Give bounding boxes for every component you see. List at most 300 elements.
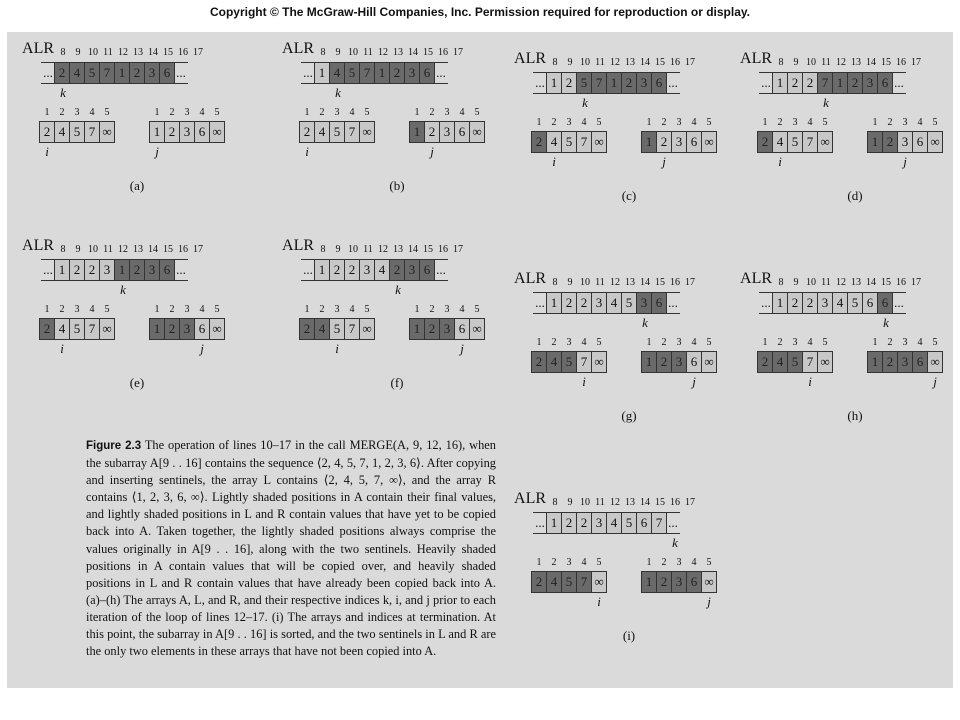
array-r-cell: 2	[424, 121, 440, 143]
array-a-ellipsis-left: ...	[533, 292, 547, 314]
index-label: 3	[74, 107, 80, 118]
array-l-cell: 4	[546, 351, 562, 373]
array-l-cell: 5	[561, 571, 577, 593]
index-label: 8	[60, 47, 66, 58]
index-label: 11	[595, 57, 605, 68]
array-r-label: R	[535, 50, 547, 67]
array-a-cell: 7	[99, 62, 115, 84]
array-l-indices	[40, 107, 115, 118]
array-r-indices	[150, 304, 225, 315]
array-a-cell: 2	[787, 72, 803, 94]
array-a-ellipsis-left: ...	[533, 512, 547, 534]
index-label: 4	[199, 107, 205, 118]
index-label: 17	[911, 57, 921, 68]
pointer-i: i	[582, 374, 586, 389]
array-a-cell: 1	[546, 512, 562, 534]
array-r-cell: 2	[164, 121, 180, 143]
array-a-cell: 6	[419, 259, 435, 281]
array-a-cell: 4	[832, 292, 848, 314]
array-a-cell: 5	[621, 512, 637, 534]
array-l-label: L	[33, 237, 44, 254]
array-l-label: L	[751, 50, 762, 67]
array-l-indices	[40, 304, 115, 315]
array-a-cell: 1	[314, 62, 330, 84]
index-label: 15	[163, 47, 173, 58]
array-a-cell: 2	[847, 72, 863, 94]
index-label: 10	[580, 497, 590, 508]
index-label: 9	[567, 277, 573, 288]
array-r-label: R	[43, 237, 55, 254]
array-a-cell: 3	[636, 292, 652, 314]
index-label: 5	[706, 117, 712, 128]
index-label: 16	[438, 244, 448, 255]
panel-f	[282, 237, 512, 437]
array-a-cell: 3	[636, 72, 652, 94]
array-r-label: R	[761, 270, 773, 287]
index-label: 8	[552, 57, 558, 68]
index-label: 10	[580, 57, 590, 68]
panel-label: (i)	[622, 628, 636, 643]
index-label: 16	[178, 244, 188, 255]
array-a	[760, 292, 906, 314]
array-r-label: R	[43, 40, 55, 57]
index-label: 2	[661, 117, 667, 128]
array-a-ellipsis-right: ...	[892, 72, 906, 94]
array-a	[534, 292, 680, 314]
index-label: 4	[807, 337, 813, 348]
array-l-cell: ∞	[817, 351, 833, 373]
array-r-cell: 1	[641, 131, 657, 153]
array-r-cell: ∞	[701, 571, 717, 593]
pointer-k: k	[60, 85, 66, 100]
array-r-cell: 2	[882, 351, 898, 373]
index-label: 10	[806, 277, 816, 288]
index-label: 17	[453, 47, 463, 58]
array-r	[410, 318, 485, 340]
index-label: 13	[133, 47, 143, 58]
array-a	[534, 72, 680, 94]
array-l-cell: 2	[299, 318, 315, 340]
panel-label: (d)	[847, 188, 863, 203]
array-a-cell: 1	[114, 259, 130, 281]
index-label: 13	[625, 277, 635, 288]
array-a-cell: 6	[651, 292, 667, 314]
index-label: 9	[75, 244, 81, 255]
array-l-cell: 7	[576, 571, 592, 593]
index-label: 10	[580, 277, 590, 288]
index-label: 3	[74, 304, 80, 315]
array-a-cell: 3	[817, 292, 833, 314]
index-label: 5	[104, 304, 110, 315]
index-label: 12	[118, 244, 128, 255]
index-label: 9	[335, 244, 341, 255]
array-l-cell: 4	[314, 318, 330, 340]
index-label: 15	[423, 244, 433, 255]
index-label: 3	[676, 557, 682, 568]
array-l-cell: 5	[329, 318, 345, 340]
array-a-ellipsis-left: ...	[301, 259, 315, 281]
array-a-cell: 4	[329, 62, 345, 84]
array-l	[532, 351, 607, 373]
array-a-cell: 2	[561, 72, 577, 94]
index-label: 9	[793, 57, 799, 68]
array-l-cell: ∞	[359, 318, 375, 340]
index-label: 3	[566, 337, 572, 348]
array-a	[302, 62, 448, 84]
panel-d	[740, 50, 960, 250]
array-r-cell: 3	[439, 121, 455, 143]
array-a-ellipsis-left: ...	[41, 259, 55, 281]
array-l-cell: ∞	[591, 351, 607, 373]
index-label: 1	[762, 117, 768, 128]
array-a-indices	[316, 244, 466, 255]
array-a-cell: 1	[54, 259, 70, 281]
index-label: 3	[792, 117, 798, 128]
array-a-cell: 2	[621, 72, 637, 94]
index-label: 2	[777, 337, 783, 348]
index-label: 5	[596, 337, 602, 348]
array-a-label: A	[22, 237, 34, 254]
array-a-cell: 2	[802, 72, 818, 94]
array-a-indices	[316, 47, 466, 58]
index-label: 16	[670, 57, 680, 68]
array-a-cell: 1	[772, 72, 788, 94]
array-l-cell: ∞	[591, 571, 607, 593]
index-label: 1	[154, 107, 160, 118]
array-l	[40, 318, 115, 340]
array-a-label: A	[22, 40, 34, 57]
index-label: 2	[551, 117, 557, 128]
index-label: 4	[807, 117, 813, 128]
index-label: 11	[103, 47, 113, 58]
array-a-cell: 6	[862, 292, 878, 314]
panel-label: (c)	[621, 188, 637, 203]
index-label: 15	[881, 277, 891, 288]
array-a-ellipsis-right: ...	[666, 72, 680, 94]
index-label: 4	[581, 117, 587, 128]
index-label: 12	[610, 497, 620, 508]
array-a-cell: 2	[69, 259, 85, 281]
array-r-cell: 2	[164, 318, 180, 340]
array-a-cell: 4	[606, 512, 622, 534]
index-label: 10	[348, 47, 358, 58]
index-label: 4	[349, 107, 355, 118]
array-r-label: R	[761, 50, 773, 67]
index-label: 2	[169, 304, 175, 315]
array-r-cell: 6	[686, 131, 702, 153]
panel-e	[22, 237, 252, 437]
index-label: 2	[887, 337, 893, 348]
array-a-cell: 5	[847, 292, 863, 314]
index-label: 3	[566, 557, 572, 568]
array-a-cell: 2	[329, 259, 345, 281]
array-r-cell: ∞	[927, 131, 943, 153]
array-r-cell: ∞	[209, 318, 225, 340]
index-label: 8	[552, 497, 558, 508]
index-label: 2	[551, 557, 557, 568]
index-label: 5	[474, 304, 480, 315]
index-label: 15	[655, 277, 665, 288]
panel-i	[514, 490, 744, 690]
index-label: 5	[104, 107, 110, 118]
array-r-indices	[868, 117, 943, 128]
index-label: 4	[691, 557, 697, 568]
pointer-j: j	[707, 594, 711, 609]
pointer-i: i	[335, 341, 339, 356]
array-l-cell: 5	[329, 121, 345, 143]
index-label: 2	[59, 107, 65, 118]
array-a-cell: 5	[84, 62, 100, 84]
array-l-cell: 5	[69, 318, 85, 340]
array-l-cell: 7	[576, 351, 592, 373]
pointer-k: k	[672, 535, 678, 550]
array-a-cell: 1	[314, 259, 330, 281]
panel-label: (f)	[390, 375, 404, 390]
index-label: 9	[567, 57, 573, 68]
array-a-cell: 2	[576, 292, 592, 314]
array-a-cell: 3	[404, 259, 420, 281]
index-label: 2	[429, 304, 435, 315]
array-r-cell: 1	[149, 318, 165, 340]
index-label: 5	[596, 557, 602, 568]
array-a-cell: 6	[877, 292, 893, 314]
array-a-label: A	[514, 270, 526, 287]
index-label: 1	[414, 107, 420, 118]
array-l	[758, 351, 833, 373]
array-a-indices	[774, 57, 924, 68]
array-l-cell: 4	[54, 318, 70, 340]
array-a-cell: 2	[787, 292, 803, 314]
index-label: 8	[552, 277, 558, 288]
index-label: 3	[676, 117, 682, 128]
index-label: 1	[872, 117, 878, 128]
array-a-cell: 4	[374, 259, 390, 281]
index-label: 12	[836, 57, 846, 68]
array-a-cell: 4	[606, 292, 622, 314]
array-a-label: A	[740, 50, 752, 67]
index-label: 4	[89, 304, 95, 315]
array-a	[42, 62, 188, 84]
pointer-i: i	[552, 154, 556, 169]
array-a-cell: 3	[144, 259, 160, 281]
array-r-cell: 1	[641, 351, 657, 373]
pointer-j: j	[662, 154, 666, 169]
array-l-cell: 4	[314, 121, 330, 143]
array-a-cell: 1	[772, 292, 788, 314]
index-label: 11	[363, 244, 373, 255]
array-r-cell: 6	[194, 318, 210, 340]
pointer-i: i	[808, 374, 812, 389]
index-label: 9	[567, 497, 573, 508]
index-label: 11	[595, 497, 605, 508]
pointer-j: j	[692, 374, 696, 389]
array-l-cell: 4	[546, 131, 562, 153]
array-r-cell: ∞	[469, 318, 485, 340]
index-label: 2	[777, 117, 783, 128]
panel-label: (h)	[847, 408, 863, 423]
array-l	[40, 121, 115, 143]
pointer-k: k	[582, 95, 588, 110]
index-label: 14	[640, 497, 650, 508]
index-label: 5	[364, 107, 370, 118]
index-label: 2	[169, 107, 175, 118]
index-label: 9	[793, 277, 799, 288]
array-a-cell: 5	[576, 72, 592, 94]
array-l	[532, 131, 607, 153]
array-r-cell: 3	[439, 318, 455, 340]
array-a-cell: 6	[636, 512, 652, 534]
array-r-cell: ∞	[469, 121, 485, 143]
array-r-indices	[410, 304, 485, 315]
array-a-indices	[548, 57, 698, 68]
index-label: 12	[118, 47, 128, 58]
array-r-cell: 2	[656, 351, 672, 373]
index-label: 16	[670, 497, 680, 508]
array-l-cell: ∞	[591, 131, 607, 153]
array-l	[758, 131, 833, 153]
panel-label: (b)	[389, 178, 405, 193]
array-l-label: L	[293, 40, 304, 57]
index-label: 1	[44, 304, 50, 315]
index-label: 5	[214, 304, 220, 315]
pointer-k: k	[823, 95, 829, 110]
pointer-j: j	[460, 341, 464, 356]
index-label: 13	[851, 57, 861, 68]
index-label: 13	[625, 497, 635, 508]
pointer-i: i	[778, 154, 782, 169]
index-label: 10	[806, 57, 816, 68]
index-label: 11	[595, 277, 605, 288]
pointer-k: k	[335, 85, 341, 100]
index-label: 1	[646, 337, 652, 348]
array-a-label: A	[282, 237, 294, 254]
array-l-cell: 7	[344, 121, 360, 143]
pointer-i: i	[60, 341, 64, 356]
array-a-cell: 2	[84, 259, 100, 281]
array-l-indices	[532, 337, 607, 348]
array-a-ellipsis-left: ...	[759, 292, 773, 314]
index-label: 12	[378, 47, 388, 58]
array-a	[42, 259, 188, 281]
index-label: 15	[655, 497, 665, 508]
index-label: 3	[334, 304, 340, 315]
index-label: 5	[364, 304, 370, 315]
array-a	[302, 259, 448, 281]
index-label: 2	[661, 337, 667, 348]
array-r-indices	[642, 117, 717, 128]
index-label: 5	[706, 337, 712, 348]
index-label: 2	[661, 557, 667, 568]
index-label: 5	[214, 107, 220, 118]
array-a-cell: 7	[817, 72, 833, 94]
array-a-cell: 2	[561, 512, 577, 534]
array-l-cell: 2	[531, 571, 547, 593]
array-a-cell: 3	[99, 259, 115, 281]
caption-label: Figure 2.3	[86, 440, 142, 452]
array-r-indices	[868, 337, 943, 348]
array-l-label: L	[33, 40, 44, 57]
array-a-cell: 2	[129, 259, 145, 281]
array-a-cell: 2	[344, 259, 360, 281]
array-r-label: R	[303, 237, 315, 254]
index-label: 4	[349, 304, 355, 315]
array-l-label: L	[525, 50, 536, 67]
index-label: 2	[551, 337, 557, 348]
array-l-indices	[532, 557, 607, 568]
array-r-cell: 3	[897, 351, 913, 373]
array-r-cell: 1	[867, 131, 883, 153]
pointer-j: j	[200, 341, 204, 356]
array-a-indices	[56, 244, 206, 255]
index-label: 14	[866, 57, 876, 68]
array-a-cell: 5	[344, 62, 360, 84]
array-l-indices	[532, 117, 607, 128]
array-a-ellipsis-right: ...	[174, 259, 188, 281]
copyright-notice: Copyright © The McGraw-Hill Companies, Inc. Permission required for reproduction or display.	[209, 5, 751, 19]
index-label: 8	[778, 277, 784, 288]
array-a-cell: 3	[359, 259, 375, 281]
array-r-cell: 2	[882, 131, 898, 153]
index-label: 17	[685, 277, 695, 288]
index-label: 14	[640, 57, 650, 68]
array-a-cell: 2	[389, 259, 405, 281]
array-a-cell: 2	[54, 62, 70, 84]
pointer-j: j	[933, 374, 937, 389]
index-label: 17	[685, 497, 695, 508]
array-a-label: A	[514, 50, 526, 67]
pointer-k: k	[395, 282, 401, 297]
index-label: 14	[408, 244, 418, 255]
index-label: 10	[348, 244, 358, 255]
index-label: 14	[148, 244, 158, 255]
array-a-cell: 3	[144, 62, 160, 84]
array-l-label: L	[293, 237, 304, 254]
array-a-cell: 6	[159, 62, 175, 84]
index-label: 4	[581, 337, 587, 348]
index-label: 14	[640, 277, 650, 288]
array-l-cell: 2	[39, 318, 55, 340]
array-a-cell: 1	[546, 292, 562, 314]
array-a-cell: 3	[591, 292, 607, 314]
index-label: 1	[872, 337, 878, 348]
array-l-indices	[300, 304, 375, 315]
array-a-cell: 7	[591, 72, 607, 94]
array-l-cell: ∞	[99, 318, 115, 340]
panel-label: (a)	[129, 178, 145, 193]
array-a-cell: 6	[159, 259, 175, 281]
index-label: 16	[178, 47, 188, 58]
index-label: 3	[676, 337, 682, 348]
index-label: 14	[866, 277, 876, 288]
index-label: 3	[566, 117, 572, 128]
array-r	[150, 121, 225, 143]
index-label: 4	[691, 117, 697, 128]
index-label: 1	[154, 304, 160, 315]
array-a-cell: 2	[802, 292, 818, 314]
array-l-cell: 7	[84, 318, 100, 340]
array-a-ellipsis-left: ...	[759, 72, 773, 94]
index-label: 16	[896, 57, 906, 68]
array-a-cell: 2	[561, 292, 577, 314]
array-a-indices	[774, 277, 924, 288]
index-label: 1	[646, 117, 652, 128]
array-r	[642, 131, 717, 153]
array-a-ellipsis-left: ...	[533, 72, 547, 94]
index-label: 3	[444, 107, 450, 118]
array-a-cell: 1	[606, 72, 622, 94]
array-a-ellipsis-right: ...	[434, 259, 448, 281]
array-a-cell: 1	[114, 62, 130, 84]
